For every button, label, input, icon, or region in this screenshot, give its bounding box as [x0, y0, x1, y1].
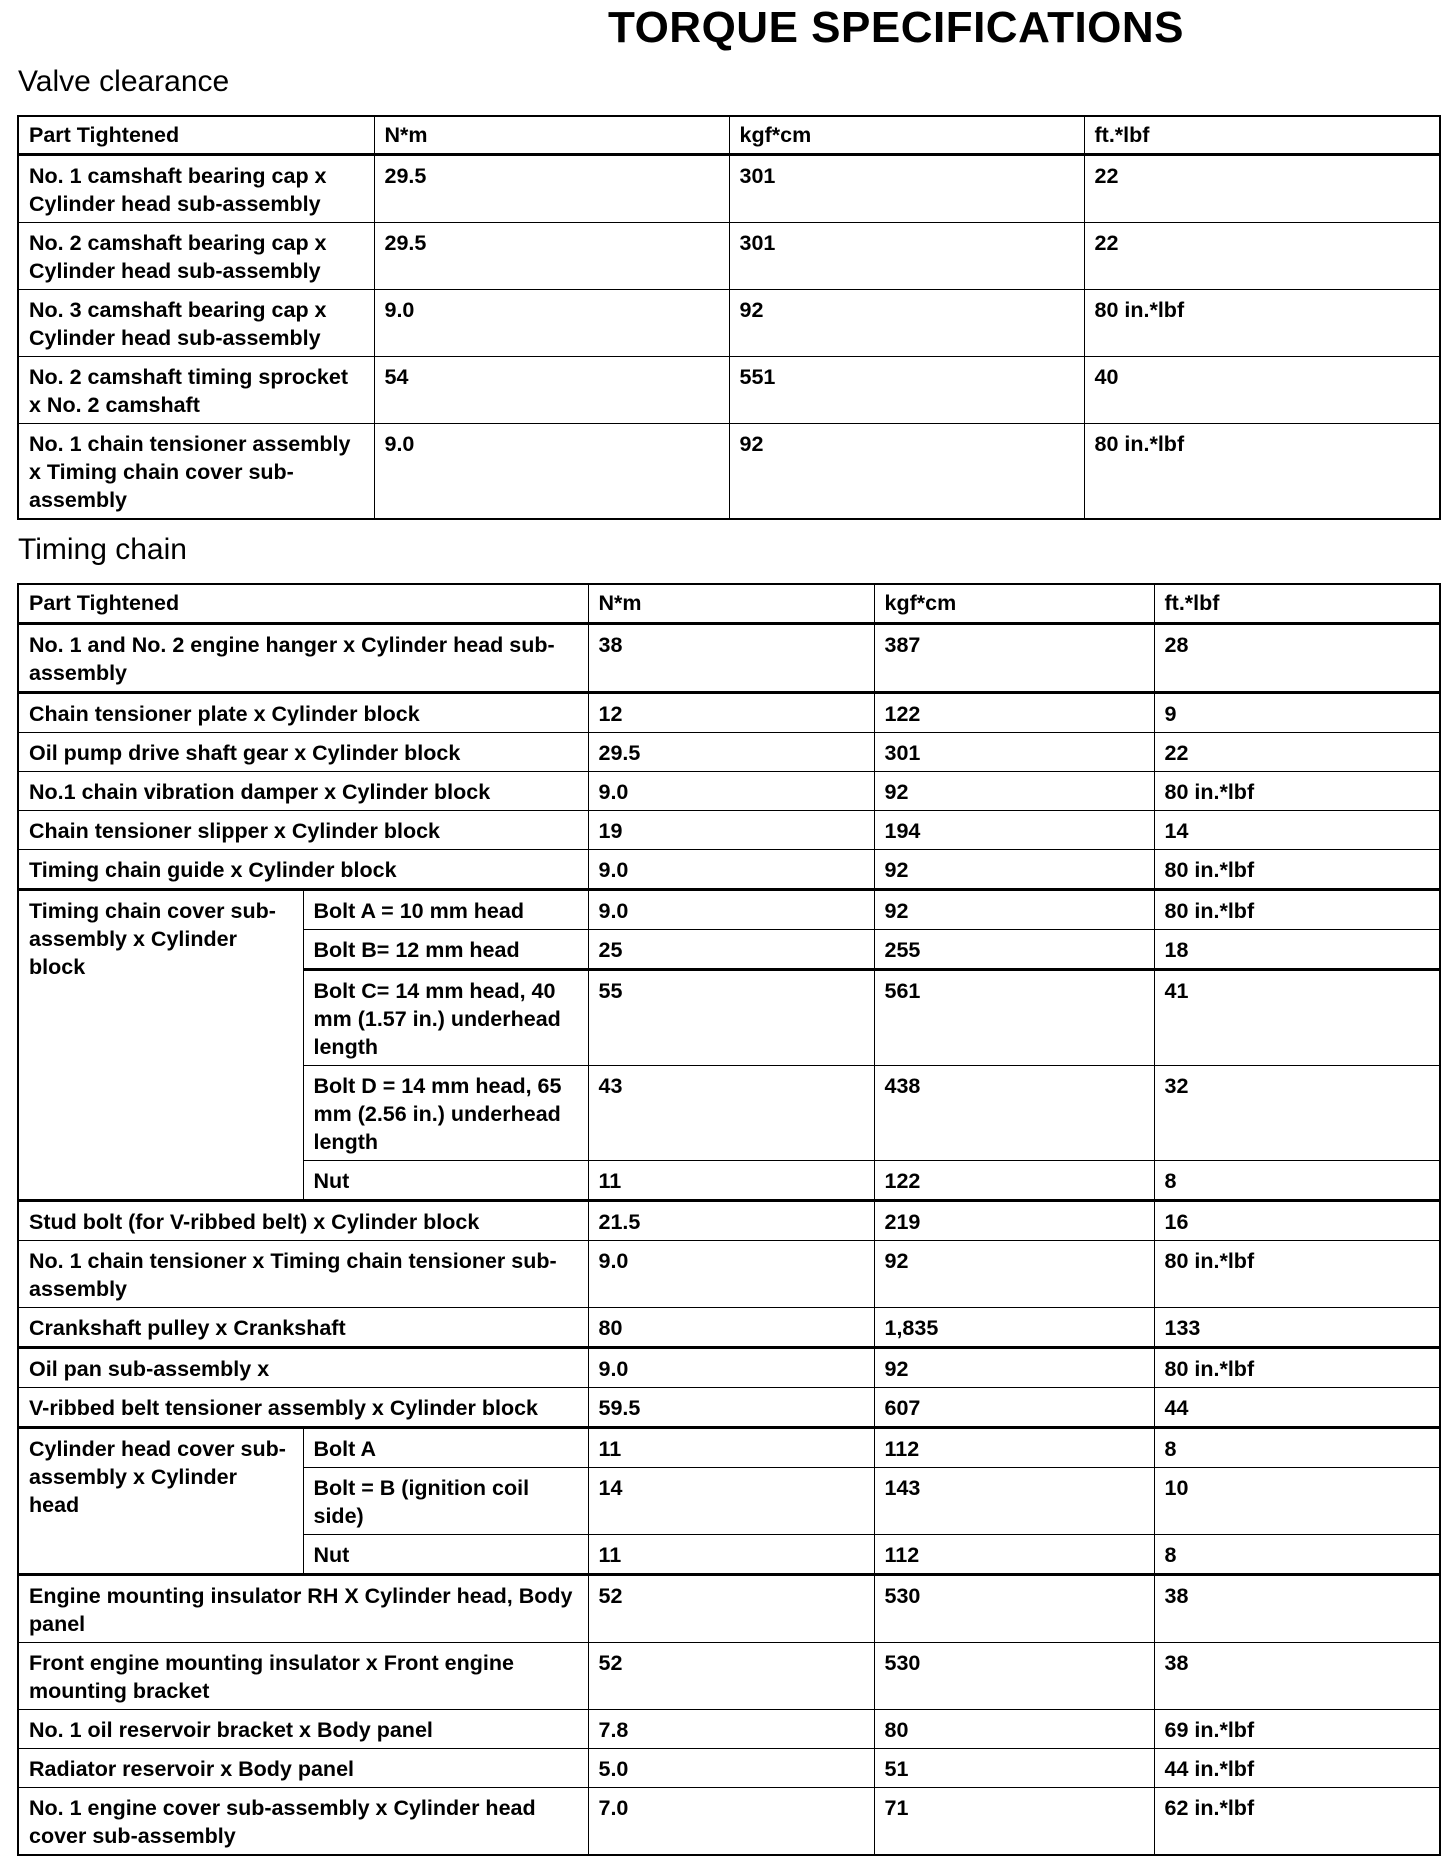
nm-cell: 19 — [588, 810, 874, 849]
nm-cell: 9.0 — [588, 849, 874, 889]
table-row — [18, 1642, 1440, 1709]
ftlbf-cell: 80 in.*lbf — [1154, 1347, 1440, 1387]
subpart-cell: Nut — [303, 1160, 588, 1200]
ftlbf-cell: 41 — [1154, 969, 1440, 1065]
kgf-cell: 301 — [729, 222, 1084, 289]
nm-cell: 9.0 — [588, 771, 874, 810]
table-row — [18, 1787, 1440, 1855]
nm-cell: 29.5 — [374, 222, 729, 289]
kgf-cell: 92 — [729, 289, 1084, 356]
ftlbf-cell: 38 — [1154, 1642, 1440, 1709]
ftlbf-cell: 28 — [1154, 623, 1440, 692]
ftlbf-cell: 8 — [1154, 1534, 1440, 1574]
part-cell: Timing chain guide x Cylinder block — [18, 849, 588, 889]
ftlbf-cell: 69 in.*lbf — [1154, 1709, 1440, 1748]
column-header: Part Tightened — [18, 116, 374, 154]
part-cell: Stud bolt (for V-ribbed belt) x Cylinder block — [18, 1200, 588, 1240]
table-row — [18, 849, 1440, 889]
ftlbf-cell: 80 in.*lbf — [1154, 889, 1440, 929]
ftlbf-cell: 22 — [1154, 732, 1440, 771]
valve-clearance-table — [17, 115, 1441, 520]
part-cell: No. 1 camshaft bearing cap x Cylinder head sub-assembly — [18, 154, 374, 222]
part-cell: Crankshaft pulley x Crankshaft — [18, 1307, 588, 1347]
nm-cell: 9.0 — [374, 423, 729, 519]
table-header-row — [18, 116, 1440, 154]
table-row — [18, 289, 1440, 356]
ftlbf-cell: 8 — [1154, 1160, 1440, 1200]
section-title-timing-chain: Timing chain — [18, 533, 187, 566]
table-row — [18, 692, 1440, 732]
part-cell: No. 1 oil reservoir bracket x Body panel — [18, 1709, 588, 1748]
column-header: N*m — [374, 116, 729, 154]
nm-cell: 55 — [588, 969, 874, 1065]
ftlbf-cell: 14 — [1154, 810, 1440, 849]
kgf-cell: 219 — [874, 1200, 1154, 1240]
part-cell: No. 1 chain tensioner assembly x Timing chain cover sub-assembly — [18, 423, 374, 519]
kgf-cell: 51 — [874, 1748, 1154, 1787]
part-cell: Cylinder head cover sub-assembly x Cylinder head — [18, 1427, 303, 1574]
part-cell: Radiator reservoir x Body panel — [18, 1748, 588, 1787]
kgf-cell: 112 — [874, 1427, 1154, 1467]
part-cell: No. 2 camshaft bearing cap x Cylinder head sub-assembly — [18, 222, 374, 289]
ftlbf-cell: 80 in.*lbf — [1154, 849, 1440, 889]
kgf-cell: 71 — [874, 1787, 1154, 1855]
nm-cell: 38 — [588, 623, 874, 692]
section-title-valve-clearance: Valve clearance — [18, 65, 230, 98]
nm-cell: 7.8 — [588, 1709, 874, 1748]
kgf-cell: 92 — [874, 1240, 1154, 1307]
ftlbf-cell: 80 in.*lbf — [1084, 289, 1440, 356]
subpart-cell: Bolt A — [303, 1427, 588, 1467]
kgf-cell: 143 — [874, 1467, 1154, 1534]
column-header: kgf*cm — [874, 584, 1154, 623]
kgf-cell: 92 — [874, 771, 1154, 810]
subpart-cell: Bolt = B (ignition coil side) — [303, 1467, 588, 1534]
column-header: ft.*lbf — [1084, 116, 1440, 154]
ftlbf-cell: 8 — [1154, 1427, 1440, 1467]
nm-cell: 9.0 — [588, 1347, 874, 1387]
table-header-row — [18, 584, 1440, 623]
nm-cell: 12 — [588, 692, 874, 732]
nm-cell: 43 — [588, 1065, 874, 1160]
part-cell: Oil pan sub-assembly x — [18, 1347, 588, 1387]
ftlbf-cell: 62 in.*lbf — [1154, 1787, 1440, 1855]
kgf-cell: 92 — [874, 889, 1154, 929]
nm-cell: 80 — [588, 1307, 874, 1347]
kgf-cell: 561 — [874, 969, 1154, 1065]
part-cell: No. 2 camshaft timing sprocket x No. 2 camshaft — [18, 356, 374, 423]
table-row — [18, 771, 1440, 810]
ftlbf-cell: 10 — [1154, 1467, 1440, 1534]
part-cell: V-ribbed belt tensioner assembly x Cylinder block — [18, 1387, 588, 1427]
ftlbf-cell: 40 — [1084, 356, 1440, 423]
part-cell: No. 1 engine cover sub-assembly x Cylinder head cover sub-assembly — [18, 1787, 588, 1855]
kgf-cell: 1,835 — [874, 1307, 1154, 1347]
subpart-cell: Bolt D = 14 mm head, 65 mm (2.56 in.) underhead length — [303, 1065, 588, 1160]
nm-cell: 9.0 — [588, 889, 874, 929]
subpart-cell: Nut — [303, 1534, 588, 1574]
table-row — [18, 1709, 1440, 1748]
nm-cell: 29.5 — [588, 732, 874, 771]
kgf-cell: 438 — [874, 1065, 1154, 1160]
table-row — [18, 1307, 1440, 1347]
ftlbf-cell: 22 — [1084, 222, 1440, 289]
part-cell: No. 3 camshaft bearing cap x Cylinder head sub-assembly — [18, 289, 374, 356]
subpart-cell: Bolt C= 14 mm head, 40 mm (1.57 in.) underhead length — [303, 969, 588, 1065]
page-title: TORQUE SPECIFICATIONS — [608, 3, 1185, 52]
kgf-cell: 607 — [874, 1387, 1154, 1427]
ftlbf-cell: 38 — [1154, 1574, 1440, 1642]
kgf-cell: 530 — [874, 1642, 1154, 1709]
ftlbf-cell: 22 — [1084, 154, 1440, 222]
table-row — [18, 1387, 1440, 1427]
part-cell: Engine mounting insulator RH X Cylinder head, Body panel — [18, 1574, 588, 1642]
kgf-cell: 301 — [874, 732, 1154, 771]
column-header: Part Tightened — [18, 584, 588, 623]
nm-cell: 5.0 — [588, 1748, 874, 1787]
ftlbf-cell: 133 — [1154, 1307, 1440, 1347]
table-row — [18, 1574, 1440, 1642]
nm-cell: 52 — [588, 1574, 874, 1642]
table-row — [18, 810, 1440, 849]
nm-cell: 21.5 — [588, 1200, 874, 1240]
table-row — [18, 423, 1440, 519]
subpart-cell: Bolt B= 12 mm head — [303, 929, 588, 969]
part-cell: Timing chain cover sub-assembly x Cylinder block — [18, 889, 303, 1200]
nm-cell: 11 — [588, 1427, 874, 1467]
nm-cell: 9.0 — [588, 1240, 874, 1307]
table-row — [18, 1200, 1440, 1240]
part-cell: Oil pump drive shaft gear x Cylinder block — [18, 732, 588, 771]
table-row — [18, 1240, 1440, 1307]
ftlbf-cell: 44 in.*lbf — [1154, 1748, 1440, 1787]
nm-cell: 54 — [374, 356, 729, 423]
kgf-cell: 122 — [874, 692, 1154, 732]
table-row — [18, 1748, 1440, 1787]
ftlbf-cell: 18 — [1154, 929, 1440, 969]
kgf-cell: 112 — [874, 1534, 1154, 1574]
ftlbf-cell: 32 — [1154, 1065, 1440, 1160]
table-row — [18, 732, 1440, 771]
nm-cell: 11 — [588, 1160, 874, 1200]
table-row — [18, 154, 1440, 222]
kgf-cell: 387 — [874, 623, 1154, 692]
nm-cell: 52 — [588, 1642, 874, 1709]
timing-chain-table — [17, 583, 1441, 1856]
nm-cell: 9.0 — [374, 289, 729, 356]
table-row — [18, 222, 1440, 289]
kgf-cell: 92 — [874, 849, 1154, 889]
ftlbf-cell: 16 — [1154, 1200, 1440, 1240]
subpart-cell: Bolt A = 10 mm head — [303, 889, 588, 929]
nm-cell: 59.5 — [588, 1387, 874, 1427]
nm-cell: 7.0 — [588, 1787, 874, 1855]
kgf-cell: 301 — [729, 154, 1084, 222]
kgf-cell: 530 — [874, 1574, 1154, 1642]
part-cell: No. 1 chain tensioner x Timing chain tensioner sub-assembly — [18, 1240, 588, 1307]
ftlbf-cell: 80 in.*lbf — [1154, 771, 1440, 810]
ftlbf-cell: 80 in.*lbf — [1154, 1240, 1440, 1307]
kgf-cell: 551 — [729, 356, 1084, 423]
kgf-cell: 92 — [729, 423, 1084, 519]
part-cell: Front engine mounting insulator x Front engine mounting bracket — [18, 1642, 588, 1709]
kgf-cell: 92 — [874, 1347, 1154, 1387]
table-row — [18, 623, 1440, 692]
table-row — [18, 356, 1440, 423]
column-header: N*m — [588, 584, 874, 623]
table-row — [18, 889, 1440, 929]
kgf-cell: 255 — [874, 929, 1154, 969]
kgf-cell: 194 — [874, 810, 1154, 849]
part-cell: No.1 chain vibration damper x Cylinder block — [18, 771, 588, 810]
column-header: ft.*lbf — [1154, 584, 1440, 623]
kgf-cell: 122 — [874, 1160, 1154, 1200]
part-cell: No. 1 and No. 2 engine hanger x Cylinder head sub-assembly — [18, 623, 588, 692]
ftlbf-cell: 44 — [1154, 1387, 1440, 1427]
nm-cell: 29.5 — [374, 154, 729, 222]
part-cell: Chain tensioner slipper x Cylinder block — [18, 810, 588, 849]
nm-cell: 14 — [588, 1467, 874, 1534]
ftlbf-cell: 9 — [1154, 692, 1440, 732]
nm-cell: 11 — [588, 1534, 874, 1574]
table-row — [18, 1347, 1440, 1387]
kgf-cell: 80 — [874, 1709, 1154, 1748]
nm-cell: 25 — [588, 929, 874, 969]
column-header: kgf*cm — [729, 116, 1084, 154]
part-cell: Chain tensioner plate x Cylinder block — [18, 692, 588, 732]
table-row — [18, 1427, 1440, 1467]
ftlbf-cell: 80 in.*lbf — [1084, 423, 1440, 519]
